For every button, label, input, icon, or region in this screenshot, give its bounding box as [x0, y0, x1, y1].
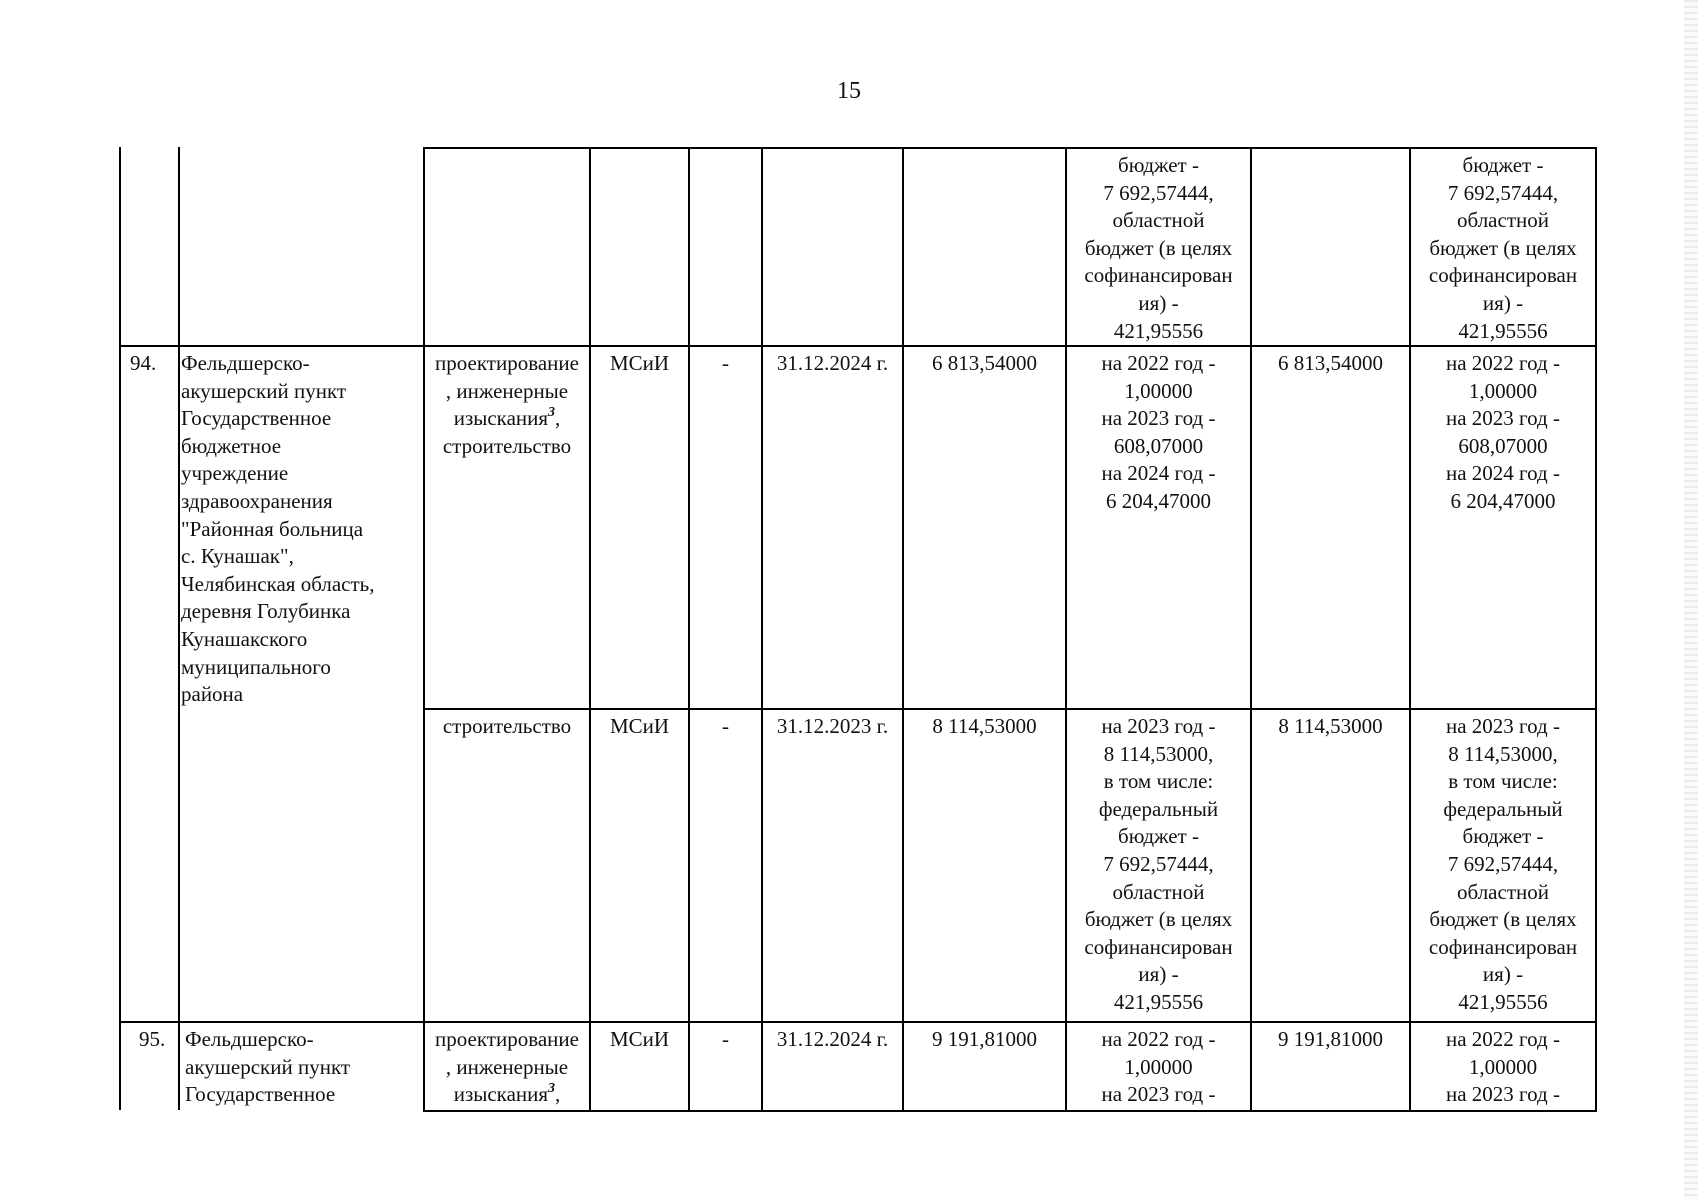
- row-divider: [119, 1021, 1596, 1023]
- table-top-border: [423, 147, 1596, 149]
- limits-cell: на 2022 год - 1,00000 на 2023 год -: [1446, 1027, 1560, 1107]
- row-number-cell: 94.: [130, 351, 157, 375]
- cost-cell: 6 813,54000: [932, 351, 1037, 375]
- work-type-cell: [423, 350, 591, 460]
- column-divider: [688, 147, 690, 1112]
- column-divider: [1250, 147, 1252, 1112]
- cost-cell: 8 114,53000: [932, 714, 1037, 738]
- object-name-cell: Фельдшерско- акушерский пункт Государственное: [185, 1027, 351, 1107]
- budget-cell: на 2023 год - 8 114,53000, в том числе: федеральный бюджет - 7 692,57444, областной бюджет (в целях софинансирован ия) - 421,95556: [1084, 714, 1233, 1014]
- work-type-text: проектирование , инженерные изыскания: [435, 1027, 579, 1107]
- limits-cell: на 2023 год - 8 114,53000, в том числе: федеральный бюджет - 7 692,57444, областной бюджет (в целях софинансирован ия) - 421,95556: [1428, 714, 1578, 1014]
- cost-cell: 9 191,81000: [932, 1027, 1037, 1051]
- deadline-cell: 31.12.2024 г.: [776, 351, 889, 375]
- budget-cell: на 2022 год - 1,00000 на 2023 год -: [1101, 1027, 1216, 1107]
- column-divider: [761, 147, 763, 1112]
- budget-cell: на 2022 год - 1,00000 на 2023 год - 608,07000 на 2024 год - 6 204,47000: [1101, 351, 1216, 513]
- total-cell: 6 813,54000: [1278, 351, 1383, 375]
- customer-cell: МСиИ: [609, 714, 670, 738]
- column-divider: [423, 147, 425, 1112]
- table-bottom-border: [423, 1110, 1596, 1112]
- budget-cell: бюджет - 7 692,57444, областной бюджет (в целях софинансирован ия) - 421,95556: [1084, 153, 1233, 343]
- dash-cell: -: [722, 351, 729, 375]
- page-number: 15: [837, 78, 861, 104]
- deadline-cell: 31.12.2024 г.: [776, 1027, 889, 1051]
- footnote-marker: 3: [548, 405, 556, 421]
- dash-cell: -: [722, 714, 729, 738]
- row-divider: [423, 708, 1596, 710]
- limits-cell: бюджет - 7 692,57444, областной бюджет (в целях софинансирован ия) - 421,95556: [1428, 153, 1578, 343]
- work-type-text-continued: ,: [555, 1082, 561, 1107]
- total-cell: 9 191,81000: [1278, 1027, 1383, 1051]
- row-divider: [119, 345, 1596, 347]
- column-divider: [902, 147, 904, 1112]
- object-name-cell: Фельдшерско- акушерский пункт Государственное бюджетное учреждение здравоохранения "Районная больница с. Кунашак", Челябинская область, деревня Голубинка Кунашакского муниципального района: [181, 351, 375, 707]
- total-cell: 8 114,53000: [1278, 714, 1383, 738]
- limits-cell: на 2022 год - 1,00000 на 2023 год - 608,07000 на 2024 год - 6 204,47000: [1446, 351, 1560, 513]
- column-divider: [119, 147, 121, 1110]
- row-number-cell: 95.: [139, 1027, 166, 1051]
- column-divider: [178, 147, 180, 1110]
- work-type-text-continued: , строительство: [442, 406, 572, 458]
- customer-cell: МСиИ: [609, 351, 670, 375]
- column-divider: [589, 147, 591, 1112]
- deadline-cell: 31.12.2023 г.: [776, 714, 889, 738]
- dash-cell: -: [722, 1027, 729, 1051]
- work-type-text: проектирование , инженерные изыскания: [435, 351, 579, 431]
- scan-edge-artifact: [1684, 0, 1698, 1200]
- table-right-border: [1595, 147, 1597, 1112]
- customer-cell: МСиИ: [609, 1027, 670, 1051]
- work-type-cell: [423, 1026, 591, 1109]
- footnote-marker: 3: [548, 1081, 556, 1097]
- work-type-cell: строительство: [442, 714, 572, 738]
